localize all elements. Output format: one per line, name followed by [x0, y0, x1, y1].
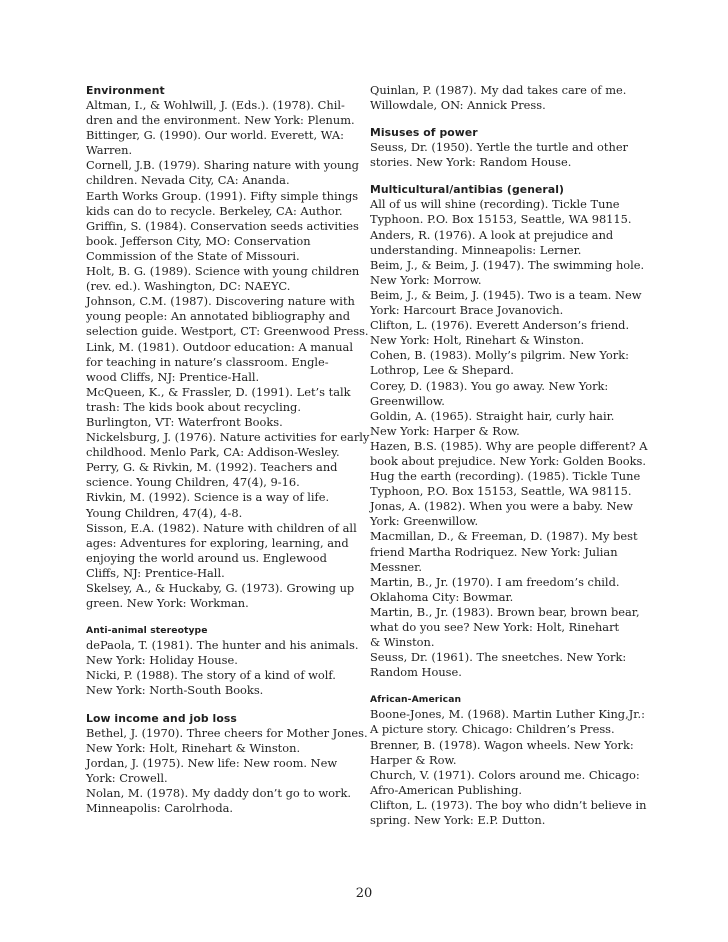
bibliography-entry: [86, 158, 361, 188]
entry-line: young people: An annotated bibliography and: [86, 309, 351, 324]
entry-line: Church, V. (1971). Colors around me. Chicago:: [370, 767, 640, 782]
entry-line: Messner.: [370, 559, 422, 574]
bibliography-entry: [370, 529, 645, 574]
page-number: 20: [355, 886, 373, 901]
entry-line: Random House.: [370, 665, 462, 680]
entry-line: Seuss, Dr. (1950). Yertle the turtle and other: [370, 140, 629, 155]
entry-line: Cohen, B. (1983). Molly’s pilgrim. New York:: [370, 348, 629, 363]
bibliography-entry: [86, 294, 369, 339]
entry-line: Martin, B., Jr. (1983). Brown bear, brown bear,: [370, 604, 640, 619]
entry-line: Beim, J., & Beim, J. (1945). Two is a team. New: [370, 287, 642, 302]
entry-line: for teaching in nature’s classroom. Engle-: [86, 354, 329, 369]
entry-line: New York: Holt, Rinehart & Winston.: [370, 333, 585, 348]
entry-line: Warren.: [86, 143, 133, 158]
section-heading-environment: Environment: [86, 84, 165, 97]
entry-line: New York: Holiday House.: [86, 653, 238, 668]
section-gap: [370, 170, 645, 182]
entry-line: Clifton, L. (1973). The boy who didn’t believe in: [370, 797, 647, 812]
entry-line: McQueen, K., & Frassler, D. (1991). Let’s talk: [86, 384, 351, 399]
bibliography-entry: [86, 385, 361, 430]
bibliography-entry: [86, 756, 361, 786]
entry-line: (rev. ed.). Washington, DC: NAEYC.: [86, 279, 291, 294]
entry-line: New York: North-South Books.: [86, 683, 264, 698]
bibliography-entry: [370, 438, 648, 469]
entry-line: Sisson, E.A. (1982). Nature with children of all: [86, 520, 357, 535]
entry-line: Earth Works Group. (1991). Fifty simple things: [86, 188, 359, 203]
bibliography-entry: [370, 140, 645, 170]
entry-line: Griffin, S. (1984). Conservation seeds activities: [86, 218, 359, 233]
entry-line: Anders, R. (1976). A look at prejudice and: [370, 227, 614, 242]
left-column: [86, 83, 370, 816]
bibliography-entry: [370, 348, 645, 378]
section-heading-low-income-and-job-loss: Low income and job loss: [86, 711, 237, 725]
bibliography-entry: [370, 650, 645, 680]
entry-line: Quinlan, P. (1987). My dad takes care of me.: [370, 83, 627, 97]
entry-line: Commission of the State of Missouri.: [86, 248, 300, 263]
bibliography-entry: [86, 460, 361, 490]
entry-line: what do you see? New York: Holt, Rinehart: [370, 620, 620, 634]
bibliography-entry: [86, 638, 361, 668]
bibliography-entry: [370, 288, 645, 318]
entry-line: Altman, I., & Wohlwill, J. (Eds.). (1978). Chil-: [86, 98, 345, 112]
entry-line: Greenwillow.: [370, 393, 445, 408]
bibliography-entry: [370, 197, 645, 227]
bibliography-entry: [86, 98, 361, 128]
section-heading-misuses-of-power: Misuses of power: [370, 126, 478, 140]
entry-line: Oklahoma City: Bowmar.: [370, 589, 514, 604]
entry-line: Beim, J., & Beim, J. (1947). The swimming hole.: [370, 257, 645, 272]
bibliography-entry: [370, 318, 645, 348]
entry-line: Young Children, 47(4), 4-8.: [86, 505, 243, 520]
bibliography-entry: [370, 83, 645, 113]
entry-line: York: Greenwillow.: [370, 514, 479, 529]
entry-line: Hazen, B.S. (1985). Why are people different? A: [370, 438, 648, 453]
entry-line: selection guide. Westport, CT: Greenwood Press.: [86, 324, 369, 339]
entry-line: Hug the earth (recording). (1985). Tickle Tune: [370, 469, 641, 484]
bibliography-entry: [86, 340, 361, 385]
entry-line: Bethel, J. (1970). Three cheers for Mother Jones.: [86, 725, 368, 740]
bibliography-entry: [370, 258, 645, 288]
entry-line: New York: Harper & Row.: [370, 423, 520, 438]
entry-line: science. Young Children, 47(4), 9-16.: [86, 475, 300, 490]
entry-line: Nolan, M. (1978). My daddy don’t go to work.: [86, 785, 352, 800]
section-heading-multicultural-antibias-general: Multicultural/antibias (general): [370, 183, 565, 197]
entry-line: ages: Adventures for exploring, learning, and: [86, 535, 349, 550]
entry-line: Boone-Jones, M. (1968). Martin Luther King,Jr.:: [370, 707, 645, 722]
entry-line: book about prejudice. New York: Golden Books.: [370, 453, 646, 468]
entry-line: Holt, B. G. (1989). Science with young children: [86, 264, 360, 279]
entry-line: Nickelsburg, J. (1976). Nature activities for early: [86, 430, 370, 445]
entry-line: Johnson, C.M. (1987). Discovering nature with: [86, 294, 355, 309]
section-gap: [370, 113, 645, 125]
entry-line: Corey, D. (1983). You go away. New York:: [370, 378, 609, 393]
bibliography-entry: [370, 575, 645, 605]
entry-line: York: Crowell.: [86, 770, 168, 785]
bibliography-entry: [86, 668, 361, 698]
bibliography-entry: [370, 228, 645, 258]
entry-line: wood Cliffs, NJ: Prentice-Hall.: [86, 369, 260, 384]
entry-line: dePaola, T. (1981). The hunter and his animals.: [86, 638, 359, 653]
entry-line: Typhoon, P.O. Box 15153, Seattle, WA 98115.: [370, 484, 632, 499]
entry-line: Harper & Row.: [370, 752, 457, 767]
entry-line: New York: Morrow.: [370, 272, 482, 287]
section-heading-anti-animal-stereotype: Anti-animal stereotype: [86, 625, 208, 637]
entry-line: Bittinger, G. (1990). Our world. Everett, WA:: [86, 128, 344, 143]
bibliography-entry: [370, 469, 645, 499]
bibliography-entry: [86, 219, 361, 264]
entry-line: Lothrop, Lee & Shepard.: [370, 363, 514, 378]
bibliography-entry: [370, 499, 645, 529]
entry-line: understanding. Minneapolis: Lerner.: [370, 242, 582, 257]
entry-line: Macmillan, D., & Freeman, D. (1987). My best: [370, 529, 638, 544]
entry-line: green. New York: Workman.: [86, 596, 249, 611]
bibliography-entry: [370, 409, 645, 439]
entry-line: Clifton, L. (1976). Everett Anderson’s friend.: [370, 318, 630, 333]
entry-line: trash: The kids book about recycling.: [86, 399, 301, 414]
bibliography-entry: [86, 189, 361, 219]
bibliography-entry: [86, 786, 361, 816]
entry-line: enjoying the world around us. Englewood: [86, 550, 327, 565]
entry-line: children. Nevada City, CA: Ananda.: [86, 173, 290, 188]
entry-line: Minneapolis: Carolrhoda.: [86, 801, 234, 816]
entry-line: spring. New York: E.P. Dutton.: [370, 813, 546, 828]
bibliography-entry: [86, 430, 370, 460]
entry-line: York: Harcourt Brace Jovanovich.: [370, 303, 564, 318]
entry-line: kids can do to recycle. Berkeley, CA: Author.: [86, 203, 343, 218]
bibliography-entry: [86, 264, 361, 294]
section-gap: [370, 680, 645, 692]
entry-line: Perry, G. & Rivkin, M. (1992). Teachers and: [86, 460, 338, 475]
entry-line: childhood. Menlo Park, CA: Addison-Wesley.: [86, 445, 340, 460]
entry-line: Typhoon. P.O. Box 15153, Seattle, WA 98115.: [370, 212, 632, 227]
bibliography-entry: [370, 798, 645, 828]
bibliography-entry: [370, 379, 645, 409]
entry-line: Martin, B., Jr. (1970). I am freedom’s child.: [370, 574, 620, 589]
bibliography-entry: [370, 605, 645, 650]
entry-line: Cliffs, NJ: Prentice-Hall.: [86, 565, 225, 580]
entry-line: Jordan, J. (1975). New life: New room. New: [86, 755, 338, 770]
entry-line: Seuss, Dr. (1961). The sneetches. New York:: [370, 650, 627, 665]
right-column: [370, 83, 648, 828]
entry-line: Link, M. (1981). Outdoor education: A manual: [86, 339, 353, 354]
entry-line: Burlington, VT: Waterfront Books.: [86, 414, 283, 429]
section-gap: [86, 699, 361, 711]
entry-line: & Winston.: [370, 635, 435, 650]
bibliography-entry: [370, 738, 645, 768]
section-gap: [86, 611, 361, 623]
entry-line: Skelsey, A., & Huckaby, G. (1973). Growing up: [86, 581, 355, 595]
entry-line: Rivkin, M. (1992). Science is a way of life.: [86, 490, 330, 505]
entry-line: Brenner, B. (1978). Wagon wheels. New York:: [370, 737, 634, 752]
bibliography-entry: [370, 707, 645, 737]
entry-line: dren and the environment. New York: Plenum.: [86, 113, 355, 128]
entry-line: Jonas, A. (1982). When you were a baby. New: [370, 499, 633, 514]
bibliography-entry: [370, 768, 645, 798]
entry-line: friend Martha Rodriquez. New York: Julian: [370, 544, 618, 559]
entry-line: book. Jefferson City, MO: Conservation: [86, 233, 311, 248]
bibliography-entry: [86, 581, 361, 611]
entry-line: A picture story. Chicago: Children’s Press.: [370, 722, 615, 737]
bibliography-entry: [86, 725, 368, 756]
entry-line: Afro-American Publishing.: [370, 782, 523, 797]
entry-line: New York: Holt, Rinehart & Winston.: [86, 740, 301, 755]
entry-line: Willowdale, ON: Annick Press.: [370, 98, 546, 113]
entry-line: stories. New York: Random House.: [370, 155, 572, 170]
entry-line: All of us will shine (recording). Tickle Tune: [370, 197, 620, 212]
entry-line: Nicki, P. (1988). The story of a kind of wolf.: [86, 668, 336, 683]
bibliography-entry: [86, 490, 361, 520]
entry-line: Goldin, A. (1965). Straight hair, curly hair.: [370, 408, 615, 423]
entry-line: Cornell, J.B. (1979). Sharing nature with young: [86, 158, 359, 173]
bibliography-entry: [86, 521, 361, 581]
section-heading-african-american: African-American: [370, 694, 462, 706]
bibliography-entry: [86, 128, 361, 158]
